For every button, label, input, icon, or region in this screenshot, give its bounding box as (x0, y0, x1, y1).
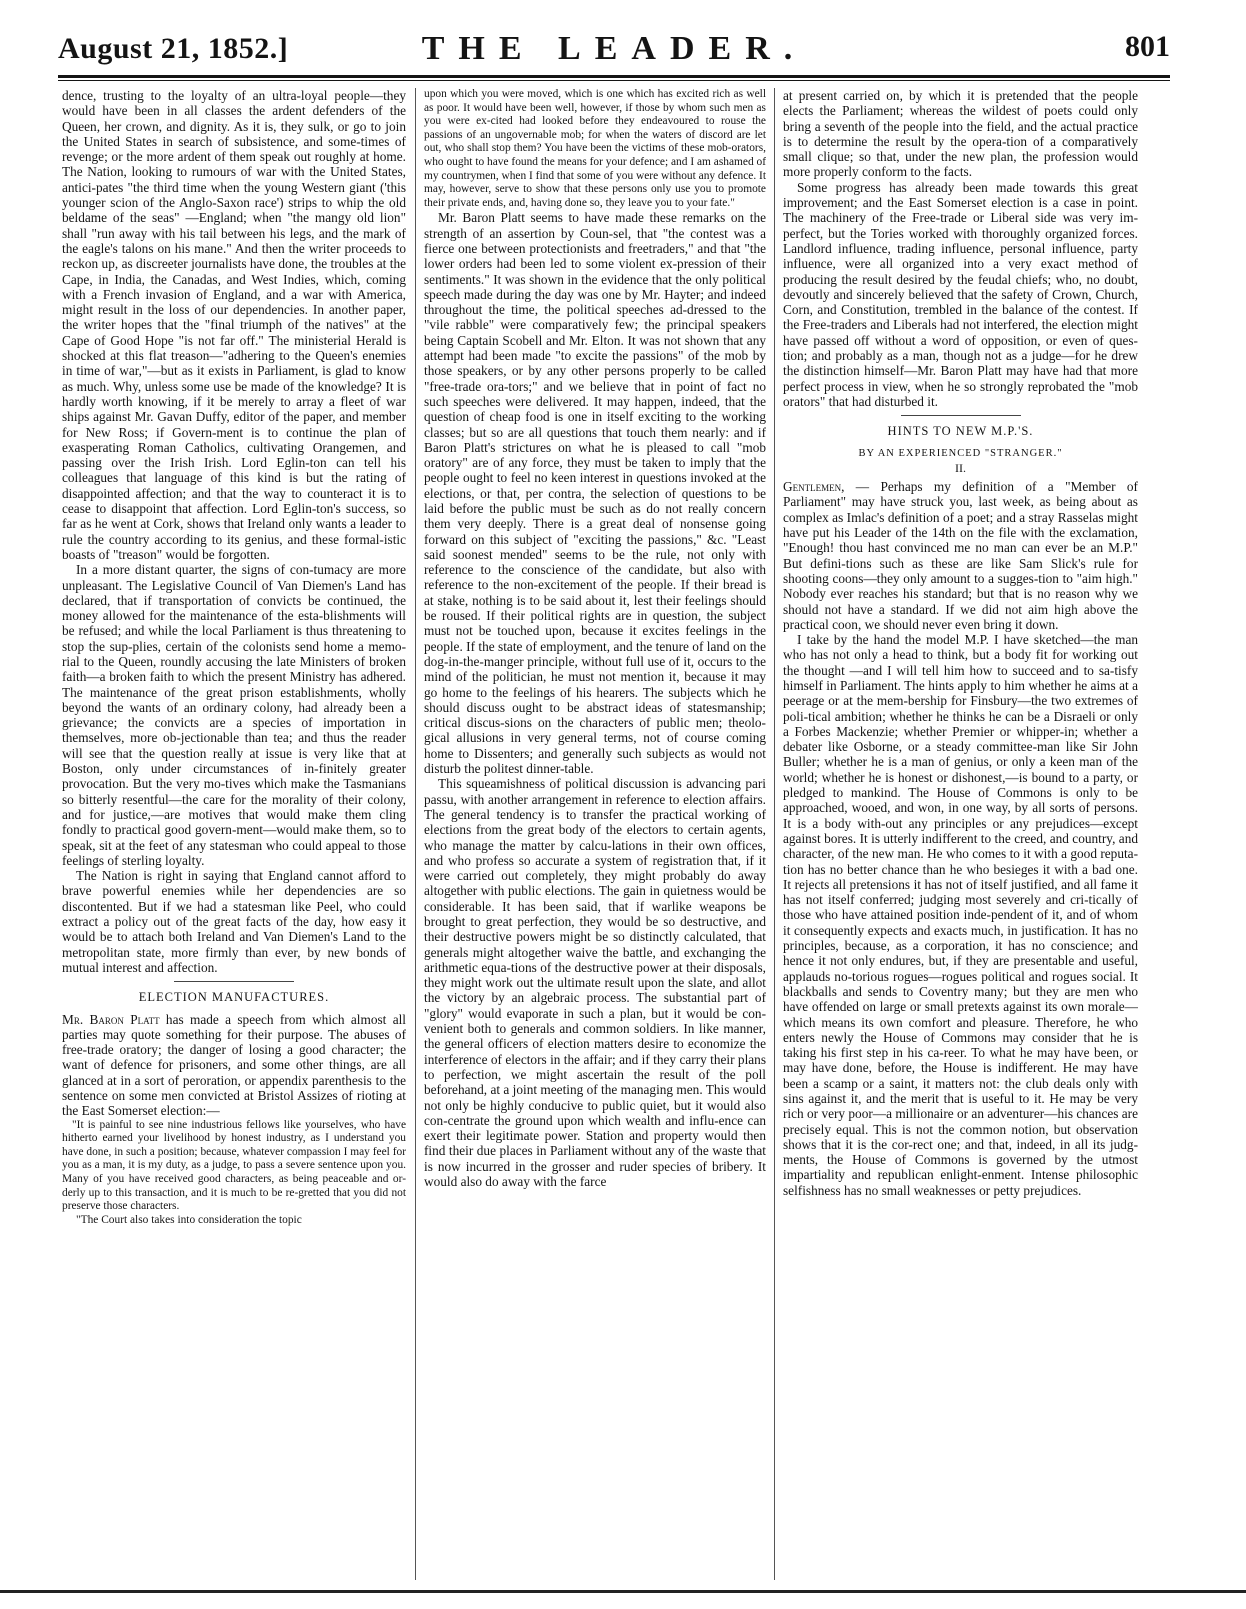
paragraph: Some progress has already been made towards this great improvement; and the East Somerset election is a case in point. The machinery of the Free-trade or Liberal side was very im-perfect, but the Tories worked with thoroughly organized forces. Landlord influence, trading influence, personal influence, party influence, were all organized into a very exact method of producing the result desired by the feudal chiefs; who, no doubt, devoutly and sincerely believed that the safety of Crown, Church, Corn, and Constitution, trembled in the balance of the contest. If the Free-traders and Liberals had not interfered, the election might have passed off without a word of opposition, or even of ques-tion; and probably as a man, though not as a judge—for he drew the distinction himself—Mr. Baron Platt may have had that more perfect process in view, when he so strongly reprobated the "mob orators" that had disturbed it. (783, 179, 1138, 409)
column-middle (424, 88, 766, 1580)
paragraph: Mr. Baron Platt seems to have made these remarks on the strength of an assertion by Coun-sel, that "the contest was a fierce one between protectionists and freetraders," and that "the lower orders had been led to some violent ex-pression of their sentiments." It was shown in the evidence that the only political speech made during the day was one by Mr. Hayter; and indeed throughout the time, the political speeches ad-dressed to the "vile rabble" were comparatively few; the principal speakers being Captain Scobell and Mr. Elton. It was not shown that any attempt had been made "to excite the passions" of the mob by those speakers, or by any other persons properly to be called "free-trade ora-tors;" and we believe that in point of fact no such speeches were delivered. It may happen, indeed, that the question of cheap food is one in itself exciting to the working classes; but so are all questions that touch them nearly: and if Baron Platt's strictures on what he is pleased to call "mob oratory" are of any force, they must be taken to imply that the people ought to feel no keen interest in questions invoked at the elections, or that, per contra, the selection of questions to be laid before the public must be such as do not really concern them very deeply. There is a great deal of nonsense going forward on this subject of "exciting the passions," &c. "Least said soonest mended" seems to be the rule, not only with reference to the conscience of the candidate, but also with reference to the non-excitement of the people. If their bread is at stake, nothing is to be said about it, lest their feelings should be roused. If their political rights are in question, the subject must not be touched upon, because it excites feelings in the people. If the state of employment, and the tenure of land on the dog-in-the-manger principle, without full use of it, occurs to the mind of the politician, he must not mention it, because it may go home to the feelings of his hearers. The subjects which he should discuss ought to be abstract ideas of statesmanship; critical discus-sions on the characters of public men; theolo-gical allusions in very general terms, not of course coming home to Dissenters; and generally such subjects as would not disturb the politest dinner-table. (424, 210, 766, 777)
paragraph (783, 479, 1138, 632)
column-divider (415, 88, 416, 1580)
issue-date: August 21, 1852.] (58, 32, 289, 65)
paragraph-text: has made a speech from which almost all parties may quote something for their purpose. The abuses of free-trade oratory; the danger of losing a good character; the want of defence for prisoners, and some other things, are all glanced at in a sort of peroration, or appendix parenthesis to the sentence on some men convicted at Bristol Assizes of rioting at the East Somerset election:— (62, 1011, 406, 1119)
quote-text: "It is painful to see nine industrious fellows like yourselves, who have hitherto earned your livelihood by honest industry, as I understand you have done, in such a position; because, whatever compassion I may feel for you as a man, it is my duty, as a judge, to pass a severe sentence upon you. Many of you have received good characters, as being peaceable and or-derly up to this transaction, and it is much to be re-gretted that you did not preserve those characters. (62, 1118, 406, 1213)
section-divider (901, 415, 1021, 416)
salutation: Gentlemen, (783, 479, 845, 495)
paragraph: In a more distant quarter, the signs of con-tumacy are more unpleasant. The Legislative Council of Van Diemen's Land has declared, that if transportation of convicts be continued, the money allowed for the maintenance of the esta-blishments will be refused; and while the local Parliament is thus threatening to stop the sup-plies, certain of the colonists send home a memo-rial to the Queen, roundly accusing the late Ministers of broken faith—a broken faith to which the present Ministry has adhered. The maintenance of the great prison establishments, wholly beyond the wants of an ordinary colony, had already been a grievance; the convicts are a species of importation in themselves, more ob-jectionable than tea; and thus the reader will see that the question really at issue is very like that at Boston, only under circumstances of in-finitely greater provocation. But the very mo-tives which make the Tasmanians so bitterly resentful—the care for the morality of their colony, and for justice,—are motives that would make them cling fondly to practical good govern-ment—would make them, so to speak, sit at the feet of any statesman who could appeal to those feelings of sterling loyalty. (62, 562, 406, 868)
block-quote (424, 88, 766, 210)
header-rule-thick (58, 75, 1170, 78)
paragraph (62, 1012, 406, 1119)
paragraph: at present carried on, by which it is pretended that the people elects the Parliament; whereas the wildest of poets could only bring a seventh of the people into the field, and the actual practice is to determine the result by the opera-tion of a comparatively small clique; so that, under the new plan, the profession would more properly conform to the facts. (783, 88, 1138, 180)
column-left (62, 88, 406, 1580)
byline: BY AN EXPERIENCED "STRANGER." (858, 447, 1063, 459)
section-heading: ELECTION MANUFACTURES. (138, 990, 330, 1005)
block-quote (62, 1119, 406, 1214)
lead-in: Mr. Baron Platt (62, 1011, 160, 1027)
section-divider (174, 981, 294, 982)
column-right (783, 88, 1138, 1580)
paragraph: This squeamishness of political discussion is advancing pari passu, with another arrangement in reference to election affairs. The general tendency is to transfer the practical working of elections from the great body of the electors to certain agents, who manage the matter by calcu-lations in their own offices, and who profess so accurate a system of registration that, if it were carried out completely, they might probably do away altogether with public elections. The gain in quietness would be considerable. It has been said, that if warlike weapons be brought to great perfection, they would be so destructive, and their destructive powers might be so distinctly calculated, that generals might altogether waive the battle, and exchanging the arithmetic equa-tions of the destructive power at their disposals, they might work out the ultimate result upon the slate, and allot the victory by an algebraic process. The substantial part of "glory" would evaporate in such a plan, but it would be con-venient both to generals and common soldiers. In like manner, the general officers of election matters desire to economize the interference of electors in the affair; and if they carry their plans to perfection, we might ascertain the result of the poll beforehand, at a joint meeting of the managing men. This would not only be highly conducive to public quiet, but it would also con-centrate the ground upon which wealth and influ-ence can exert their legitimate power. Station and property would then find their due places in Parliament without any of the waste that is now incurred in the grosser and ruder species of bribery. It would also do away with the farce (424, 776, 766, 1190)
masthead-title: THE LEADER. (421, 30, 807, 67)
paragraph: The Nation is right in saying that England cannot afford to brave powerful enemies while her dependencies are so discontented. But if we had a statesman like Peel, who could extract a policy out of the great facts of the day, how easy it would be to attach both Ireland and Van Diemen's Land to the metropolitan state, more firmly than ever, by new bonds of mutual interest and affection. (62, 868, 406, 975)
column-divider (774, 88, 775, 1580)
section-heading: HINTS TO NEW M.P.'S. (887, 424, 1034, 439)
header-rule-thin (58, 80, 1170, 81)
quote-text: upon which you were moved, which is one which has excited rich as well as poor. It would have been well, however, if those by whom such men as you were ex-cited had looked before they endeavoured to rouse the passions of an ungovernable mob; for when the waters of discord are let out, who shall stop them? You have been the victims of these mob-orators, who ought to have found the means for your defence; and I am ashamed of my countrymen, when I find that some of you were without any defence. It may, however, serve to show that these persons only use you to promote their private ends, and, having done so, they leave you to your fate." (424, 88, 766, 209)
part-number: II. (955, 460, 966, 475)
quote-continuation: "The Court also takes into consideration the topic (76, 1213, 302, 1226)
page-header (58, 28, 1170, 88)
page-bottom-rule (0, 1590, 1246, 1593)
paragraph: dence, trusting to the loyalty of an ultra-loyal people—they would have been in all classes the ardent defenders of the Queen, her crown, and dignity. As it is, they sulk, or go to join the United States in search of subsistence, and some-times of revenge; or the more ardent of them speak out roughly at home. The Nation, looking to rumours of war with the United States, antici-pates "the third time when the young Western giant ('this younger scion of the Anglo-Saxon race') strips to whip the old beldame of the seas" —England; when "the mangy old lion" shall "run away with his tail between his legs, and the mark of the eagle's talons on his mane." And then the writer proceeds to reckon up, as discreeter journalists have done, the troubles at the Cape, in India, the Canadas, and West Indies, which, coming with a French invasion of England, and a war with America, might result in the loss of our dependencies. In another paper, the writer hopes that the "final triumph of the natives" at the Cape of Good Hope "is not far off." The ministerial Herald is shocked at this flat treason—"adhering to the Queen's enemies in time of war,"—but as it exists in Parliament, is glad to know as much. Why, unless some use be made of the knowledge? It is hardly worth knowing, if it be merely to array a fleet of war ships against Mr. Gavan Duffy, editor of the paper, and member for New Ross; if Govern-ment is to continue the plan of exasperating Roman Catholics, cultivating Orangemen, and passing over the Irish Irish. Lord Eglin-ton can tell his colleagues that language of this kind is but the rating of disappointed affection; and that the way to counteract it is to cease to disappoint that affection. Lord Eglin-ton's success, so far as he went at Cork, shows that Ireland only wants a leader to rule the country according to its genius, and these formal-istic boasts of "treason" would be forgotten. (62, 88, 406, 562)
paragraph-text: — Perhaps my definition of a "Member of Parliament" may have struck you, last week, as being about as complex as Imlac's definition of a poet; and a stray Rasselas might have put his Leader of the 14th on the file with the exclamation, "Enough! thou hast convinced me no man can ever be an M.P." But defini-tions such as these are like Sam Slick's rule for shooting coons—they only amount to a sugges-tion to "aim high." Nobody ever reaches his standard; but that is no reason why we should not have a standard. If we did not aim high above the practical coon, we should never even bring it down. (783, 479, 1138, 632)
paragraph: I take by the hand the model M.P. I have sketched—the man who has not only a head to think, but a body fit for working out the thought —and I will tell him how to succeed and to sa-tisfy himself in Parliament. The hints apply to him whether he aims at a peerage or at the mem-bership for Finsbury—the two extremes of poli-tical ambition; whether he thinks he can be a Disraeli or only a Forbes Mackenzie; whether Premier or whipper-in; whether a debater like Osborne, or a steady committee-man like Sir John Buller; whether he is a man of genius, or only a keen man of the world; whether he is honest or dishonest,—is bound to a party, or pledged to mankind. The House of Commons is only to be approached, wooed, and won, in one way, by all sorts of persons. It is a body with-out any principles or any prejudices—except against bores. It is utterly indifferent to the creed, and country, and character, of the new man. He who comes to it with a good reputa-tion has no better chance than he who besieges it with a bad one. It rejects all pretensions it has not of itself justified, and all fame it has not itself conferred; judging most severely and cri-tically of those who have attained position inde-pendent of it, and of whom it consequently expects and exacts much, in justification. It has no principles, because, as a corporation, it has no conscience; and hence it not only endures, but, if they are presentable and useful, applauds no-torious rogues—rogues political and rogues social. It blackballs and sends to Coventry many; but they are men who have offended on large or small pretexts against its own morale—which means its own comfort and pleasure. Therefore, he who enters newly the House of Commons may consider that he is taking his first step in his ca-reer. To what he may have been, or may have done, before, the House is indifferent. He may have been a scamp or a saint, it matters not: the club deals only with sins against it, and the merit that is useful to it. He may be very rich or very poor—a millionaire or an adventurer—his chances are precisely equal. This is not the common notion, but observation shows that it is the cor-rect one; and that, indeed, in all its judg-ments, the House of Commons is governed by the utmost impartiality and republican enlight-enment. Intense philosophic selfishness has no small weaknesses or petty prejudices. (783, 632, 1138, 1198)
page-number: 801 (1125, 30, 1170, 63)
